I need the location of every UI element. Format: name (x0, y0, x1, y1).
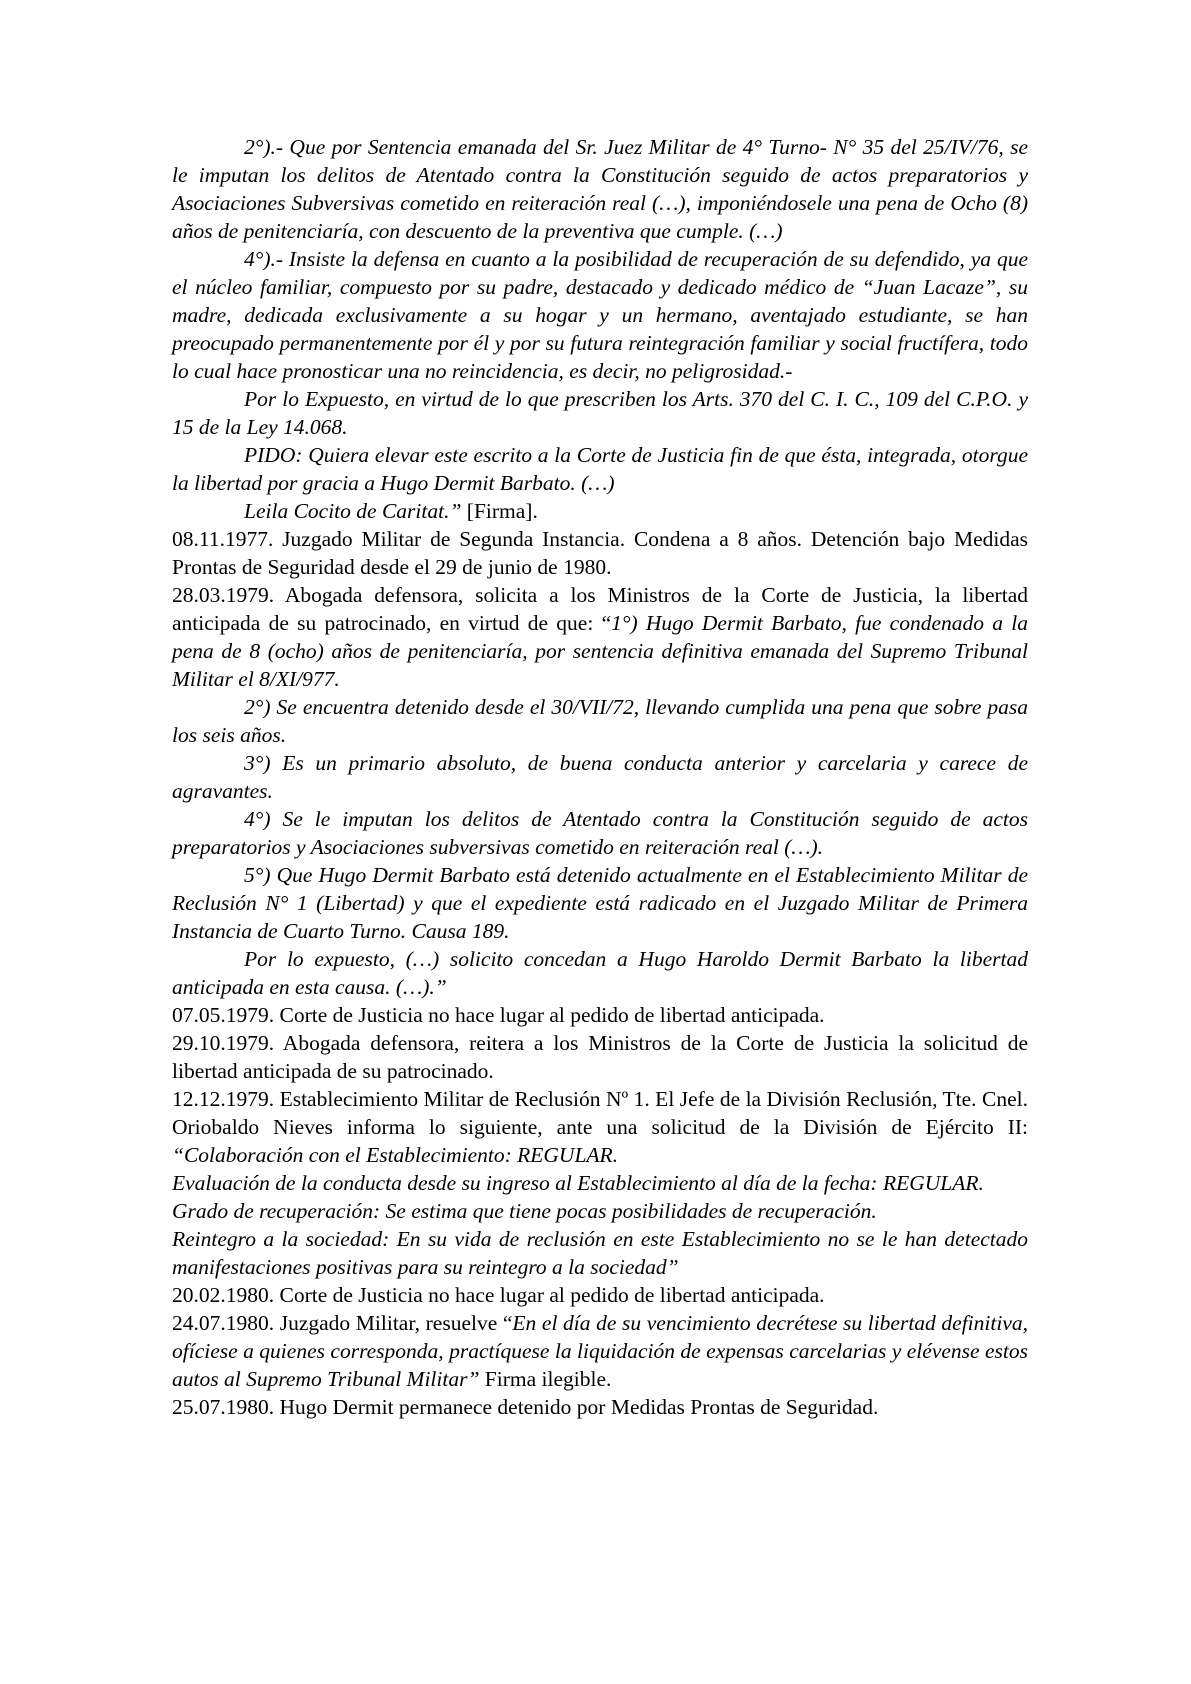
paragraph-solicito (172, 945, 1028, 1001)
entry-text: 12.12.1979. Establecimiento Militar de Reclusión Nº 1. El Jefe de la División Reclusión, Tte. Cnel. Oriobaldo Nieves informa lo siguiente, ante una solicitud de la División de Ejército II: (172, 1087, 1028, 1139)
paragraph-point-4 (172, 805, 1028, 861)
paragraph-text: Grado de recuperación: Se estima que tiene pocas posibilidades de recuperación. (172, 1199, 877, 1223)
signature-name: Leila Cocito de Caritat.” (244, 499, 462, 523)
entry-text: 25.07.1980. Hugo Dermit permanece detenido por Medidas Prontas de Seguridad. (172, 1395, 879, 1419)
paragraph-text: 4°) Se le imputan los delitos de Atentado contra la Constitución seguido de actos preparatorios y Asociaciones subversivas cometido en reiteración real (…). (172, 807, 1028, 859)
entry-text: 24.07.1980. Juzgado Militar, resuelve “ (172, 1311, 513, 1335)
entry-1980-02-20 (172, 1281, 1028, 1309)
entry-1979-05-07 (172, 1001, 1028, 1029)
paragraph-text: 5°) Que Hugo Dermit Barbato está detenido actualmente en el Establecimiento Militar de Reclusión N° 1 (Libertad) y que el expediente está radicado en el Juzgado Militar de Primera Instancia de Cuarto Turno. Causa 189. (172, 863, 1028, 943)
entry-text: Firma ilegible. (479, 1367, 612, 1391)
paragraph-text: 2°) Se encuentra detenido desde el 30/VII/72, llevando cumplida una pena que sobre pasa los seis años. (172, 695, 1028, 747)
paragraph-point-2 (172, 693, 1028, 749)
document-body (172, 133, 1028, 1421)
paragraph-por-lo-expuesto (172, 385, 1028, 441)
paragraph-sentencia (172, 133, 1028, 245)
paragraph-text: Evaluación de la conducta desde su ingreso al Establecimiento al día de la fecha: REGULAR. (172, 1171, 984, 1195)
paragraph-grado-recuperacion (172, 1197, 1028, 1225)
paragraph-text: Por lo Expuesto, en virtud de lo que prescriben los Arts. 370 del C. I. C., 109 del C.P.O. y 15 de la Ley 14.068. (172, 387, 1028, 439)
entry-1980-07-25 (172, 1393, 1028, 1421)
paragraph-reintegro (172, 1225, 1028, 1281)
paragraph-defensa-recuperacion (172, 245, 1028, 385)
entry-text: 29.10.1979. Abogada defensora, reitera a los Ministros de la Corte de Justicia la solicitud de libertad anticipada de su patrocinado. (172, 1031, 1028, 1083)
entry-text: 08.11.1977. Juzgado Militar de Segunda Instancia. Condena a 8 años. Detención bajo Medidas Prontas de Seguridad desde el 29 de junio de 1980. (172, 527, 1028, 579)
entry-text: 20.02.1980. Corte de Justicia no hace lugar al pedido de libertad anticipada. (172, 1283, 825, 1307)
entry-quote: En el día de su vencimiento decrétese su libertad definitiva, ofíciese a quienes corresponda, practíquese la liquidación de expensas carcelarias y elévense estos autos al Supremo Tribunal Militar” (172, 1311, 1028, 1391)
paragraph-text: 4°).- Insiste la defensa en cuanto a la posibilidad de recuperación de su defendido, ya que el núcleo familiar, compuesto por su padre, destacado y dedicado médico de “Juan Lacaze”, su madre, dedicada exclusivamente a su hogar y un hermano, aventajado estudiante, se han preocupado permanentemente por él y por su futura reintegración familiar y social fructífera, todo lo cual hace pronosticar una no reincidencia, es decir, no peligrosidad.- (172, 247, 1028, 383)
paragraph-point-5 (172, 861, 1028, 945)
paragraph-text: Por lo expuesto, (…) solicito concedan a Hugo Haroldo Dermit Barbato la libertad anticipada en esta causa. (…).” (172, 947, 1028, 999)
entry-1979-03-28 (172, 581, 1028, 693)
entry-text: 28.03.1979. Abogada defensora, solicita a los Ministros de la Corte de Justicia, la libertad anticipada de su patrocinado, en virtud de que: “ (172, 583, 1028, 635)
entry-text: 07.05.1979. Corte de Justicia no hace lugar al pedido de libertad anticipada. (172, 1003, 825, 1027)
entry-1980-07-24 (172, 1309, 1028, 1393)
entry-quote: “Colaboración con el Establecimiento: REGULAR. (172, 1143, 619, 1167)
paragraph-text: PIDO: Quiera elevar este escrito a la Corte de Justicia fin de que ésta, integrada, otorgue la libertad por gracia a Hugo Dermit Barbato. (…) (172, 443, 1028, 495)
entry-quote: 1°) Hugo Dermit Barbato, fue condenado a la pena de 8 (ocho) años de penitenciaría, por sentencia definitiva emanada del Supremo Tribunal Militar el 8/XI/977. (172, 611, 1028, 691)
paragraph-point-3 (172, 749, 1028, 805)
paragraph-pido (172, 441, 1028, 497)
entry-1979-10-29 (172, 1029, 1028, 1085)
entry-1977-11-08 (172, 525, 1028, 581)
paragraph-evaluacion (172, 1169, 1028, 1197)
paragraph-firma (172, 497, 1028, 525)
paragraph-text: Reintegro a la sociedad: En su vida de reclusión en este Establecimiento no se le han detectado manifestaciones positivas para su reintegro a la sociedad” (172, 1227, 1028, 1279)
paragraph-text: 2°).- Que por Sentencia emanada del Sr. Juez Militar de 4° Turno- N° 35 del 25/IV/76, se le imputan los delitos de Atentado contra la Constitución seguido de actos preparatorios y Asociaciones Subversivas cometido en reiteración real (…), imponiéndosele una pena de Ocho (8) años de penitenciaría, con descuento de la preventiva que cumple. (…) (172, 135, 1028, 243)
entry-1979-12-12 (172, 1085, 1028, 1169)
signature-note: [Firma]. (461, 499, 538, 523)
paragraph-text: 3°) Es un primario absoluto, de buena conducta anterior y carcelaria y carece de agravantes. (172, 751, 1028, 803)
